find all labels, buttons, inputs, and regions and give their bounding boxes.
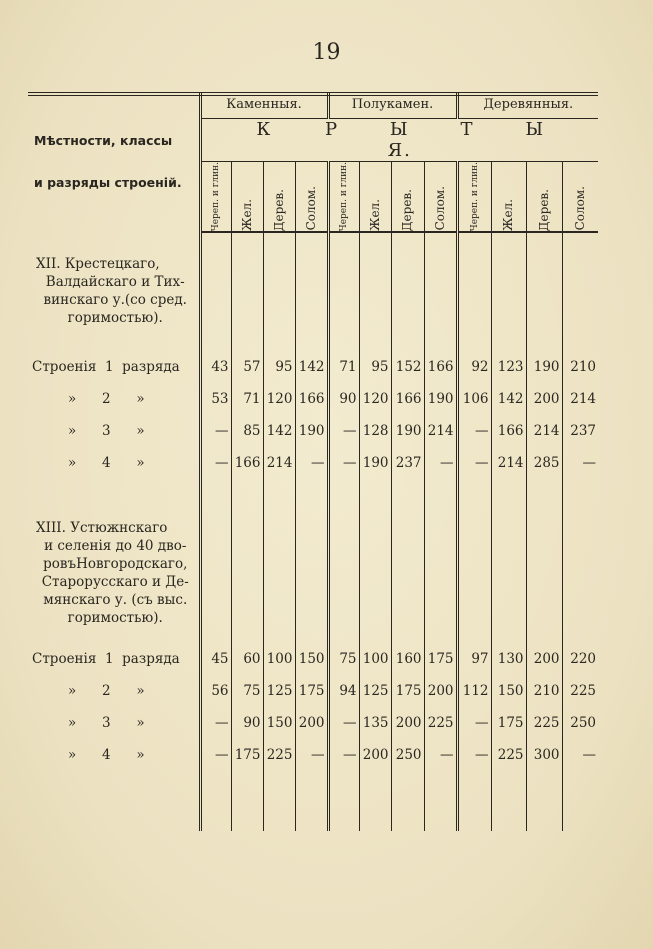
section-title: [28, 232, 200, 351]
empty-cell: [491, 503, 526, 643]
row-label: » 3 »: [28, 415, 200, 447]
value-cell: 106: [457, 383, 491, 415]
empty-cell: [295, 479, 328, 503]
subcol-wood-3: Дерев.: [526, 161, 562, 232]
section-title-line: ровъНовгородскаго,: [43, 555, 188, 572]
row-label: » 4 »: [28, 447, 200, 479]
value-cell: 225: [562, 675, 598, 707]
empty-cell: [231, 771, 263, 831]
value-cell: —: [457, 415, 491, 447]
subcol-straw-1: Солом.: [295, 161, 328, 232]
section-title-line: и селенія до 40 дво-: [44, 537, 187, 554]
value-cell: 285: [526, 447, 562, 479]
value-cell: 152: [391, 351, 424, 383]
empty-cell: [328, 232, 359, 351]
group-wooden: Деревянныя.: [457, 92, 598, 118]
value-cell: 160: [391, 643, 424, 675]
value-cell: 95: [359, 351, 391, 383]
empty-cell: [328, 503, 359, 643]
empty-cell: [562, 479, 598, 503]
value-cell: 237: [391, 447, 424, 479]
page-number: 19: [312, 40, 341, 65]
value-cell: 225: [526, 707, 562, 739]
value-cell: 190: [391, 415, 424, 447]
roof-letter-5: Ы: [525, 118, 546, 140]
value-cell: 57: [231, 351, 263, 383]
empty-cell: [491, 771, 526, 831]
row-label: » 3 »: [28, 707, 200, 739]
subcol-tile-2: Череп. и глин.: [328, 161, 359, 232]
subcol-tile-3: Череп. и глин.: [457, 161, 491, 232]
value-cell: —: [424, 447, 457, 479]
value-cell: 128: [359, 415, 391, 447]
value-cell: 130: [491, 643, 526, 675]
value-cell: 190: [359, 447, 391, 479]
empty-cell: [295, 771, 328, 831]
empty-cell: [424, 503, 457, 643]
value-cell: 175: [424, 643, 457, 675]
value-cell: —: [457, 707, 491, 739]
value-cell: 60: [231, 643, 263, 675]
value-cell: 225: [491, 739, 526, 771]
value-cell: 190: [526, 351, 562, 383]
value-cell: 142: [263, 415, 295, 447]
value-cell: 75: [231, 675, 263, 707]
group-semistone: Полукамен.: [328, 92, 457, 118]
roof-letter-6: Я.: [387, 139, 412, 161]
empty-cell: [200, 479, 231, 503]
empty-cell: [359, 503, 391, 643]
spacer-row: [28, 479, 598, 503]
value-cell: 225: [424, 707, 457, 739]
value-cell: 200: [295, 707, 328, 739]
value-cell: 92: [457, 351, 491, 383]
value-cell: 225: [263, 739, 295, 771]
group-stone: Каменныя.: [226, 97, 302, 113]
value-cell: —: [200, 447, 231, 479]
section-title-line: горимостью).: [67, 310, 163, 327]
value-cell: 100: [359, 643, 391, 675]
empty-cell: [231, 503, 263, 643]
value-cell: 120: [263, 383, 295, 415]
value-cell: 97: [457, 643, 491, 675]
value-cell: 300: [526, 739, 562, 771]
value-cell: 190: [424, 383, 457, 415]
table-row: [28, 707, 598, 739]
value-cell: —: [295, 739, 328, 771]
spacer-stub: [28, 479, 200, 503]
value-cell: 214: [424, 415, 457, 447]
value-cell: 75: [328, 643, 359, 675]
subcol-tile-1: Череп. и глин.: [200, 161, 231, 232]
value-cell: 125: [359, 675, 391, 707]
value-cell: —: [200, 415, 231, 447]
value-cell: 90: [328, 383, 359, 415]
section-title-line: Старорусскаго и Де-: [41, 573, 189, 590]
empty-cell: [526, 503, 562, 643]
empty-cell: [391, 771, 424, 831]
value-cell: —: [328, 739, 359, 771]
section-title-line: горимостью).: [67, 609, 163, 626]
value-cell: 214: [526, 415, 562, 447]
spacer-row: [28, 771, 598, 831]
value-cell: 123: [491, 351, 526, 383]
empty-cell: [328, 479, 359, 503]
empty-cell: [562, 503, 598, 643]
empty-cell: [391, 479, 424, 503]
empty-cell: [457, 503, 491, 643]
stub-header-line-1: Мѣстности, классы: [34, 132, 173, 148]
empty-cell: [424, 479, 457, 503]
value-cell: —: [295, 447, 328, 479]
empty-cell: [562, 771, 598, 831]
value-cell: 56: [200, 675, 231, 707]
value-cell: 71: [231, 383, 263, 415]
section-title-line: мянскаго у. (съ выс.: [43, 591, 188, 608]
subcol-wood-2: Дерев.: [391, 161, 424, 232]
value-cell: 175: [231, 739, 263, 771]
empty-cell: [359, 771, 391, 831]
value-cell: 250: [562, 707, 598, 739]
value-cell: 214: [562, 383, 598, 415]
empty-cell: [457, 771, 491, 831]
value-cell: 135: [359, 707, 391, 739]
stub-header: [28, 92, 200, 232]
value-cell: 120: [359, 383, 391, 415]
empty-cell: [231, 232, 263, 351]
value-cell: 220: [562, 643, 598, 675]
value-cell: 200: [526, 643, 562, 675]
table-row: [28, 447, 598, 479]
value-cell: 142: [295, 351, 328, 383]
stub-header-line-2: и разряды строеній.: [34, 174, 182, 190]
table-body: [28, 232, 598, 831]
value-cell: 166: [295, 383, 328, 415]
row-label: » 2 »: [28, 675, 200, 707]
value-cell: 200: [391, 707, 424, 739]
value-cell: —: [457, 739, 491, 771]
value-cell: 45: [200, 643, 231, 675]
section-title: [28, 503, 200, 643]
value-cell: —: [457, 447, 491, 479]
value-cell: 214: [491, 447, 526, 479]
value-cell: 71: [328, 351, 359, 383]
subcol-iron-3: Жел.: [491, 161, 526, 232]
section-title-line: XIII. Устюжнскаго: [36, 519, 168, 536]
roof-letter-3: Ы: [389, 118, 410, 140]
value-cell: 150: [295, 643, 328, 675]
empty-cell: [231, 479, 263, 503]
empty-cell: [457, 479, 491, 503]
empty-cell: [200, 503, 231, 643]
value-cell: —: [200, 739, 231, 771]
section-title-line: винскаго у.(со сред.: [43, 292, 187, 309]
empty-cell: [200, 232, 231, 351]
value-cell: 250: [391, 739, 424, 771]
value-cell: —: [424, 739, 457, 771]
spacer-stub: [28, 771, 200, 831]
empty-cell: [295, 232, 328, 351]
value-cell: —: [328, 447, 359, 479]
value-cell: 150: [491, 675, 526, 707]
empty-cell: [391, 503, 424, 643]
value-cell: —: [328, 415, 359, 447]
empty-cell: [491, 232, 526, 351]
value-cell: 90: [231, 707, 263, 739]
table-row: [28, 739, 598, 771]
subcol-wood-1: Дерев.: [263, 161, 295, 232]
empty-cell: [263, 479, 295, 503]
value-cell: 125: [263, 675, 295, 707]
value-cell: 237: [562, 415, 598, 447]
table-row: [28, 383, 598, 415]
table-row: [28, 415, 598, 447]
empty-cell: [391, 232, 424, 351]
empty-cell: [424, 771, 457, 831]
subcol-iron-1: Жел.: [231, 161, 263, 232]
value-cell: 214: [263, 447, 295, 479]
roof-letter-4: Т: [460, 118, 475, 140]
top-rule: [28, 92, 598, 96]
empty-cell: [424, 232, 457, 351]
row-label: » 4 »: [28, 739, 200, 771]
value-cell: 200: [359, 739, 391, 771]
value-cell: 166: [391, 383, 424, 415]
table-row: [28, 643, 598, 675]
empty-cell: [263, 771, 295, 831]
value-cell: 94: [328, 675, 359, 707]
empty-cell: [200, 771, 231, 831]
empty-cell: [491, 479, 526, 503]
empty-cell: [359, 232, 391, 351]
value-cell: 100: [263, 643, 295, 675]
subcol-iron-2: Жел.: [359, 161, 391, 232]
value-cell: 142: [491, 383, 526, 415]
empty-cell: [263, 503, 295, 643]
section-title-line: Валдайскаго и Тих-: [45, 274, 185, 291]
value-cell: 200: [526, 383, 562, 415]
section-title-line: XII. Крестецкаго,: [36, 256, 160, 273]
value-cell: 53: [200, 383, 231, 415]
empty-cell: [263, 232, 295, 351]
value-cell: 210: [526, 675, 562, 707]
value-cell: 95: [263, 351, 295, 383]
value-cell: 175: [491, 707, 526, 739]
roof-heading: [200, 118, 598, 161]
subcol-straw-3: Солом.: [562, 161, 598, 232]
empty-cell: [328, 771, 359, 831]
value-cell: 175: [391, 675, 424, 707]
section-title-row: [28, 503, 598, 643]
value-cell: 210: [562, 351, 598, 383]
empty-cell: [526, 479, 562, 503]
value-cell: —: [562, 739, 598, 771]
roof-letter-1: К: [256, 118, 273, 140]
value-cell: 166: [491, 415, 526, 447]
subcol-straw-2: Солом.: [424, 161, 457, 232]
value-cell: —: [328, 707, 359, 739]
value-cell: 175: [295, 675, 328, 707]
roof-letter-2: Р: [324, 118, 340, 140]
value-cell: 85: [231, 415, 263, 447]
row-label: » 2 »: [28, 383, 200, 415]
section-title-row: [28, 232, 598, 351]
empty-cell: [359, 479, 391, 503]
value-cell: 150: [263, 707, 295, 739]
row-label: Строенія 1 разряда: [28, 351, 200, 383]
value-cell: 200: [424, 675, 457, 707]
value-cell: 112: [457, 675, 491, 707]
tariff-table: [28, 92, 598, 831]
empty-cell: [457, 232, 491, 351]
value-cell: —: [562, 447, 598, 479]
row-label: Строенія 1 разряда: [28, 643, 200, 675]
empty-cell: [526, 771, 562, 831]
value-cell: 190: [295, 415, 328, 447]
value-cell: 166: [231, 447, 263, 479]
empty-cell: [562, 232, 598, 351]
value-cell: 43: [200, 351, 231, 383]
value-cell: 166: [424, 351, 457, 383]
empty-cell: [295, 503, 328, 643]
table-row: [28, 675, 598, 707]
table-row: [28, 351, 598, 383]
value-cell: —: [200, 707, 231, 739]
empty-cell: [526, 232, 562, 351]
